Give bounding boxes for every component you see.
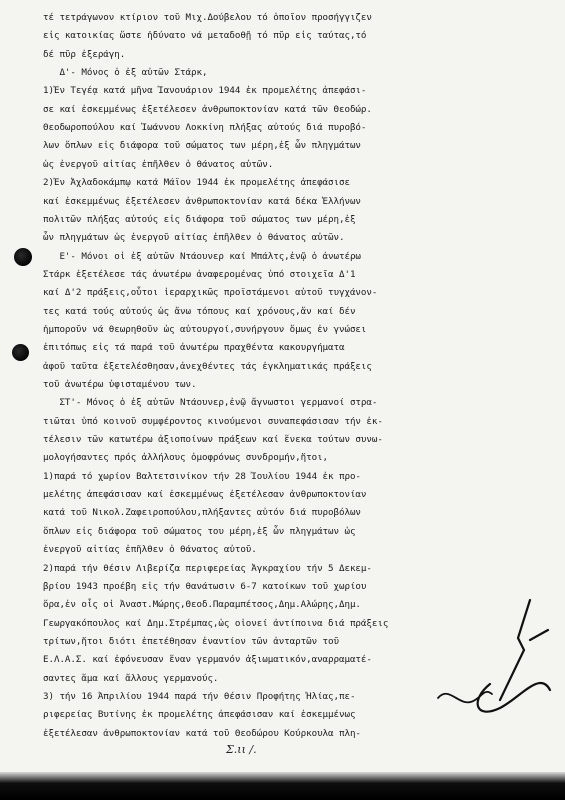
text-line: σαντες ἅμα καί ἄλλους γερμανούς.	[43, 672, 219, 684]
text-line: βρίου 1943 προέβη εἰς τήν θανάτωσιν 6-7 κατοίκων τοῦ χωρίου	[43, 580, 367, 592]
text-line: μελέτης ἀπεφάσισαν καί ἐσκεμμένως ἐξετέλεσαν ἀνθρωποκτονίαν	[43, 489, 367, 501]
text-line: 2)παρά τήν θέσιν Λιβερίζα περιφερείας Ἀγκραχίου τήν 5 Δεκεμ-	[43, 562, 372, 574]
text-line: ὅπλων εἰς διάφορα τοῦ σώματος του μέρη,ἐξ ὧν πληγμάτων ὡς	[43, 525, 356, 537]
text-line: λων ὅπλων εἰς διάφορα τοῦ σώματος των μέρη,ἐξ ὧν πληγμάτων	[43, 140, 361, 152]
text-line: 2)Ἐν Ἀχλαδοκάμπῳ κατά Μάϊον 1944 ἐκ προμελέτης ἀπεφάσισε	[43, 177, 350, 189]
text-line: ἐξετέλεσαν ἀνθρωποκτονίαν κατά τοῦ Θεοδώρου Κούρκουλα πλη-	[43, 727, 361, 739]
text-line: δέ πῦρ ἐξεράγη.	[43, 48, 126, 60]
text-line: καί Δ'2 πράξεις,οὗτοι ἱεραρχικῶς προϊστάμενοι αὐτοῦ τυγχάνον-	[43, 287, 378, 299]
punch-hole-top	[14, 248, 32, 266]
text-line: Ε'- Μόνοι οἱ ἐξ αὐτῶν Ντάουνερ καί Μπάλτς,ἐνῷ ὁ ἀνωτέρω	[43, 250, 361, 262]
text-line: ἐνεργοῦ αἰτίας ἐπῆλθεν ὁ θάνατος αὐτοῦ.	[43, 544, 257, 556]
text-line: ΣΤ'- Μόνος ὁ ἐξ αὐτῶν Ντάουνερ,ἐνῷ ἄγνωστοι γερμανοί στρα-	[43, 397, 378, 409]
text-line: Δ'- Μόνος ὁ ἐξ αὐτῶν Στάρκ,	[43, 67, 208, 79]
text-line: Γεωργακόπουλος καί Δημ.Στρέμπας,ὡς οἱονεί ἀντίποινα διά πράξεις	[43, 617, 389, 629]
text-line: ἠμποροῦν νά θεωρηθοῦν ὡς αὐτουργοί,συνήργουν ὅμως ἐν γνώσει	[43, 323, 367, 335]
text-line: τρίτων,ἤτοι διότι ἐπετέθησαν ἐναντίον τῶν ἀνταρτῶν τοῦ	[43, 635, 339, 647]
text-line: τέλεσιν τῶν κατωτέρω ἀξιοποίνων πράξεων καί ἕνεκα τούτων συνω-	[43, 434, 383, 446]
text-line: Θεοδωροπούλου καί Ἰωάννου Λοκκίνη πλήξας αὐτούς διά πυροβό-	[43, 122, 367, 134]
text-line: ριφερείας Βυτίνης ἐκ προμελέτης ἀπεφάσισαν καί ἐσκεμμένως	[43, 709, 356, 721]
text-line: 1)παρά τό χωρίον Βαλτετσινίκον τήν 28 Ἰουλίου 1944 ἐκ προ-	[43, 470, 361, 482]
text-line: τες κατά τούς αὐτούς ὡς ἄνω τόπους καί χρόνους,ἄν καί δέν	[43, 305, 356, 317]
text-line: ὡς ἐνεργοῦ αἰτίας ἐπῆλθεν ὁ θάνατος αὐτῶν.	[43, 158, 274, 170]
text-line: ὅρα,ἐν οἷς οἱ Ἀναστ.Μώρης,Θεοδ.Παραμπέτσος,Δημ.Αλώρης,Δημ.	[43, 599, 361, 611]
signature-mark	[430, 580, 560, 740]
text-line: τοῦ ἀνωτέρω ὑφισταμένου των.	[43, 379, 197, 390]
text-line: 3) τήν 16 Ἀπριλίου 1944 παρά τήν θέσιν Προφήτης Ἠλίας,πε-	[43, 690, 356, 702]
text-line: πολιτῶν πλήξας αὐτούς εἰς διάφορα τοῦ σώματος των μέρη,ἐξ	[43, 213, 356, 225]
text-line: σε καί ἐσκεμμένως ἐξετέλεσεν ἀνθρωποκτονίαν κατά τῶν Θεοδώρ.	[43, 103, 372, 115]
text-line: ἐπιτόπως εἰς τά παρά τοῦ ἀνωτέρω πραχθέντα κακουργήματα	[43, 342, 345, 354]
text-line: καί ἐσκεμμένως ἐξετέλεσεν ἀνθρωποκτονίαν κατά δέκα Ἑλλήνων	[43, 195, 361, 207]
text-line: ἀφοῦ ταῦτα ἐξετελέσθησαν,ἀνεχθέντες τάς ἐγκληματικάς πράξεις	[43, 360, 372, 372]
text-line: 1)Ἐν Τεγέᾳ κατά μῆνα Ἰανουάριον 1944 ἐκ προμελέτης ἀπεφάσι-	[43, 85, 367, 97]
text-line: Ε.Λ.Α.Σ. καί ἐφόνευσαν ἕναν γερμανόν ἀξιωματικόν,αναρραματέ-	[43, 654, 372, 666]
text-line: ὧν πληγμάτων ὡς ἐνεργοῦ αἰτίας ἐπῆλθεν ὁ θάνατος αὐτῶν.	[43, 232, 345, 244]
text-line: τιῶται ὑπό κοινοῦ συμφέροντος κινούμενοι συναπεφάσισαν τήν ἐκ-	[43, 415, 383, 427]
text-line: μολογήσαντες πρός ἀλλήλους ὁμοφρόνως συνδρομήν,ἤτοι,	[43, 452, 329, 464]
text-line: τέ τετράγωνον κτίριον τοῦ Μιχ.Δούβελου τό ὁποῖον προσήγγιζεν	[43, 12, 372, 23]
punch-hole-bottom	[12, 344, 29, 361]
text-line: Στάρκ ἐξετέλεσε τάς ἀνωτέρω ἀναφερομένας ὑπό στοιχεῖα Δ'1	[43, 268, 356, 280]
handwritten-initials: Σ.ιι /.	[226, 743, 257, 756]
text-line: εἰς κατοικίας ὥστε ἠδύνατο νά μεταδοθῇ τό πῦρ εἰς ταύτας,τό	[43, 30, 367, 42]
scan-shadow	[0, 772, 565, 800]
text-line: κατά τοῦ Νικολ.Ζαφειροπούλου,πλήξαντες αὐτόν διά πυροβόλων	[43, 507, 361, 519]
